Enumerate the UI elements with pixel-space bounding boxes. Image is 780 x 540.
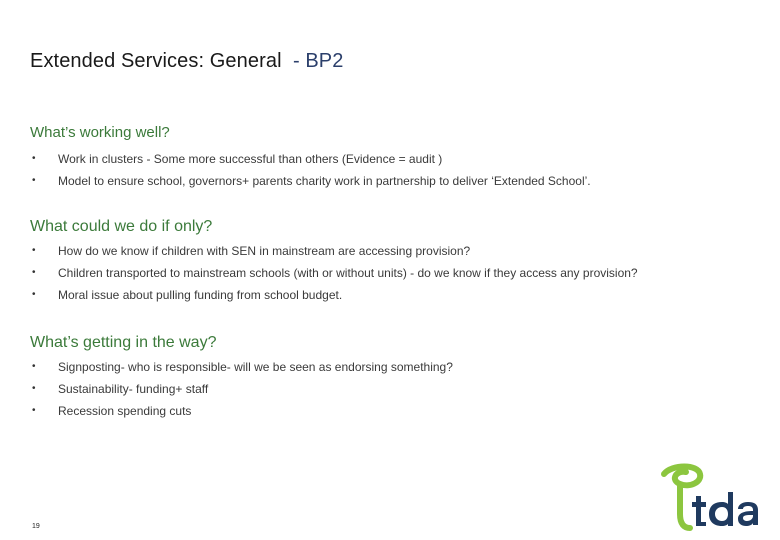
list-item bbox=[30, 174, 770, 196]
tda-logo bbox=[650, 462, 762, 534]
bullet-icon: • bbox=[32, 245, 36, 256]
bullet-list-working-well bbox=[30, 152, 770, 196]
bullet-icon: • bbox=[32, 289, 36, 300]
slide-title-suffix: - BP2 bbox=[287, 50, 344, 72]
bullet-icon: • bbox=[32, 361, 36, 372]
bullet-icon: • bbox=[32, 153, 36, 164]
section-heading-working-well: What’s working well? bbox=[30, 124, 170, 141]
list-item-text: Sustainability- funding+ staff bbox=[58, 382, 209, 396]
bullet-icon: • bbox=[32, 175, 36, 186]
list-item-text: Signposting- who is responsible- will we be seen as endorsing something? bbox=[58, 360, 453, 374]
list-item bbox=[30, 244, 770, 266]
list-item bbox=[30, 404, 770, 426]
list-item bbox=[30, 152, 770, 174]
list-item bbox=[30, 382, 770, 404]
logo-wordmark bbox=[692, 492, 758, 526]
list-item-text: Recession spending cuts bbox=[58, 404, 192, 418]
list-item bbox=[30, 266, 770, 288]
list-item-text: Children transported to mainstream schools (with or without units) - do we know if they access any provision? bbox=[58, 266, 638, 280]
bullet-icon: • bbox=[32, 267, 36, 278]
list-item-text: Work in clusters - Some more successful than others (Evidence = audit ) bbox=[58, 152, 443, 166]
list-item bbox=[30, 288, 770, 310]
bullet-list-if-only bbox=[30, 244, 770, 310]
section-heading-if-only: What could we do if only? bbox=[30, 218, 213, 235]
bullet-icon: • bbox=[32, 405, 36, 416]
list-item bbox=[30, 360, 770, 382]
bullet-icon: • bbox=[32, 383, 36, 394]
bullet-list-in-the-way bbox=[30, 360, 770, 426]
section-heading-in-the-way: What’s getting in the way? bbox=[30, 334, 217, 351]
list-item-text: Model to ensure school, governors+ parents charity work in partnership to deliver ‘Extended School’. bbox=[58, 174, 591, 188]
logo-swirl-tail bbox=[680, 484, 690, 528]
list-item-text: Moral issue about pulling funding from school budget. bbox=[58, 288, 343, 302]
slide-title bbox=[30, 50, 343, 73]
page-number: 19 bbox=[32, 523, 40, 530]
slide-title-main: Extended Services: General bbox=[30, 50, 288, 72]
list-item-text: How do we know if children with SEN in mainstream are accessing provision? bbox=[58, 244, 471, 258]
